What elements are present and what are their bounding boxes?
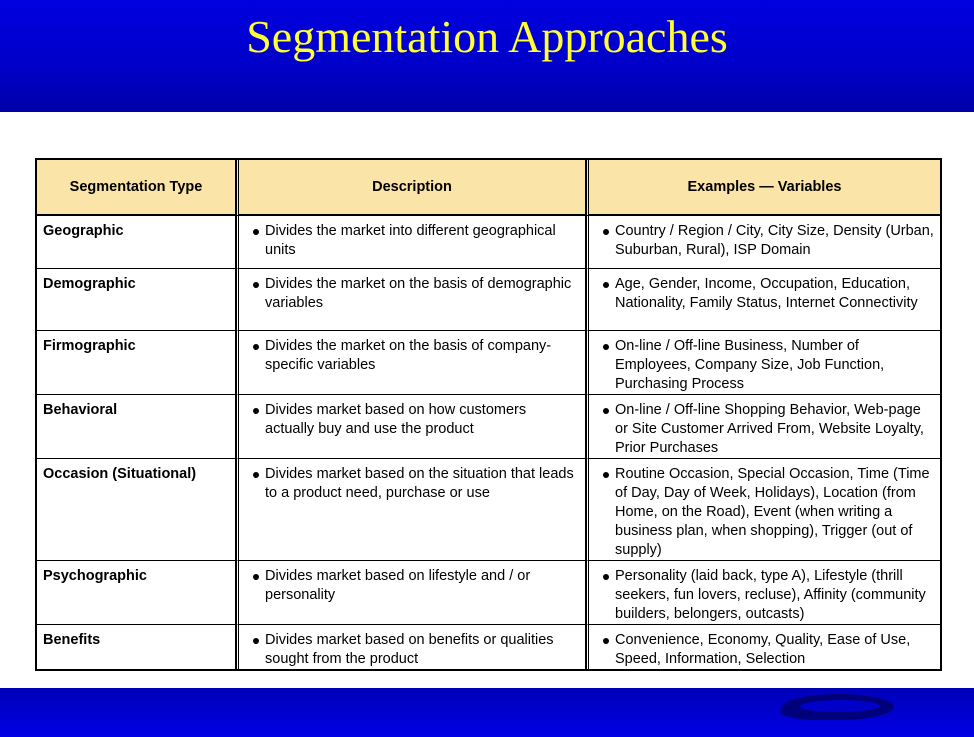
segment-description-cell xyxy=(236,459,586,561)
segment-description-cell xyxy=(236,331,586,395)
segment-examples-cell xyxy=(586,561,940,625)
segment-examples-cell xyxy=(586,331,940,395)
segment-description: Divides the market into different geographical units xyxy=(245,222,579,260)
segment-examples-cell xyxy=(586,459,940,561)
segment-description: Divides the market on the basis of company-specific variables xyxy=(245,337,579,375)
segment-type: Benefits xyxy=(37,625,236,669)
segment-description: Divides market based on the situation that leads to a product need, purchase or use xyxy=(245,465,579,503)
segmentation-table xyxy=(35,158,942,671)
segment-description: Divides the market on the basis of demographic variables xyxy=(245,275,579,313)
segment-description-cell xyxy=(236,561,586,625)
segment-examples-cell xyxy=(586,216,940,269)
segment-examples-cell xyxy=(586,395,940,459)
header-description: Description xyxy=(236,160,586,216)
segment-examples: Age, Gender, Income, Occupation, Education, Nationality, Family Status, Internet Connectivity xyxy=(595,275,934,313)
segment-examples: On-line / Off-line Business, Number of Employees, Company Size, Job Function, Purchasing Process xyxy=(595,337,934,394)
segment-description: Divides market based on how customers actually buy and use the product xyxy=(245,401,579,439)
segment-description-cell xyxy=(236,625,586,669)
segment-examples-cell xyxy=(586,269,940,331)
header-examples: Examples — Variables xyxy=(586,160,940,216)
segment-type: Geographic xyxy=(37,216,236,269)
header-segmentation-type: Segmentation Type xyxy=(37,160,236,216)
table-row xyxy=(37,395,940,459)
segment-description-cell xyxy=(236,216,586,269)
slide-title: Segmentation Approaches xyxy=(246,11,728,62)
segment-examples-cell xyxy=(586,625,940,669)
table-row xyxy=(37,269,940,331)
segment-type: Occasion (Situational) xyxy=(37,459,236,561)
segment-type: Psychographic xyxy=(37,561,236,625)
segment-description-cell xyxy=(236,269,586,331)
table-row xyxy=(37,216,940,269)
segment-examples: Personality (laid back, type A), Lifestyle (thrill seekers, fun lovers, recluse), Affinity (community builders, belongers, outcasts) xyxy=(595,567,934,624)
segment-examples: Convenience, Economy, Quality, Ease of Use, Speed, Information, Selection xyxy=(595,631,934,669)
segment-type: Behavioral xyxy=(37,395,236,459)
table-row xyxy=(37,561,940,625)
table-header-row xyxy=(37,160,940,216)
segment-description: Divides market based on benefits or qualities sought from the product xyxy=(245,631,579,669)
segment-description-cell xyxy=(236,395,586,459)
segment-examples: Country / Region / City, City Size, Density (Urban, Suburban, Rural), ISP Domain xyxy=(595,222,934,260)
segment-examples: Routine Occasion, Special Occasion, Time (Time of Day, Day of Week, Holidays), Location (from Home, on the Road), Event (when writing a business plan, when shopping), Trigger (out of supply) xyxy=(595,465,934,560)
table-row xyxy=(37,625,940,669)
table-row xyxy=(37,331,940,395)
segment-type: Firmographic xyxy=(37,331,236,395)
segment-description: Divides market based on lifestyle and / or personality xyxy=(245,567,579,605)
segment-examples: On-line / Off-line Shopping Behavior, Web-page or Site Customer Arrived From, Website Loyalty, Prior Purchases xyxy=(595,401,934,458)
segment-type: Demographic xyxy=(37,269,236,331)
table-row xyxy=(37,459,940,561)
